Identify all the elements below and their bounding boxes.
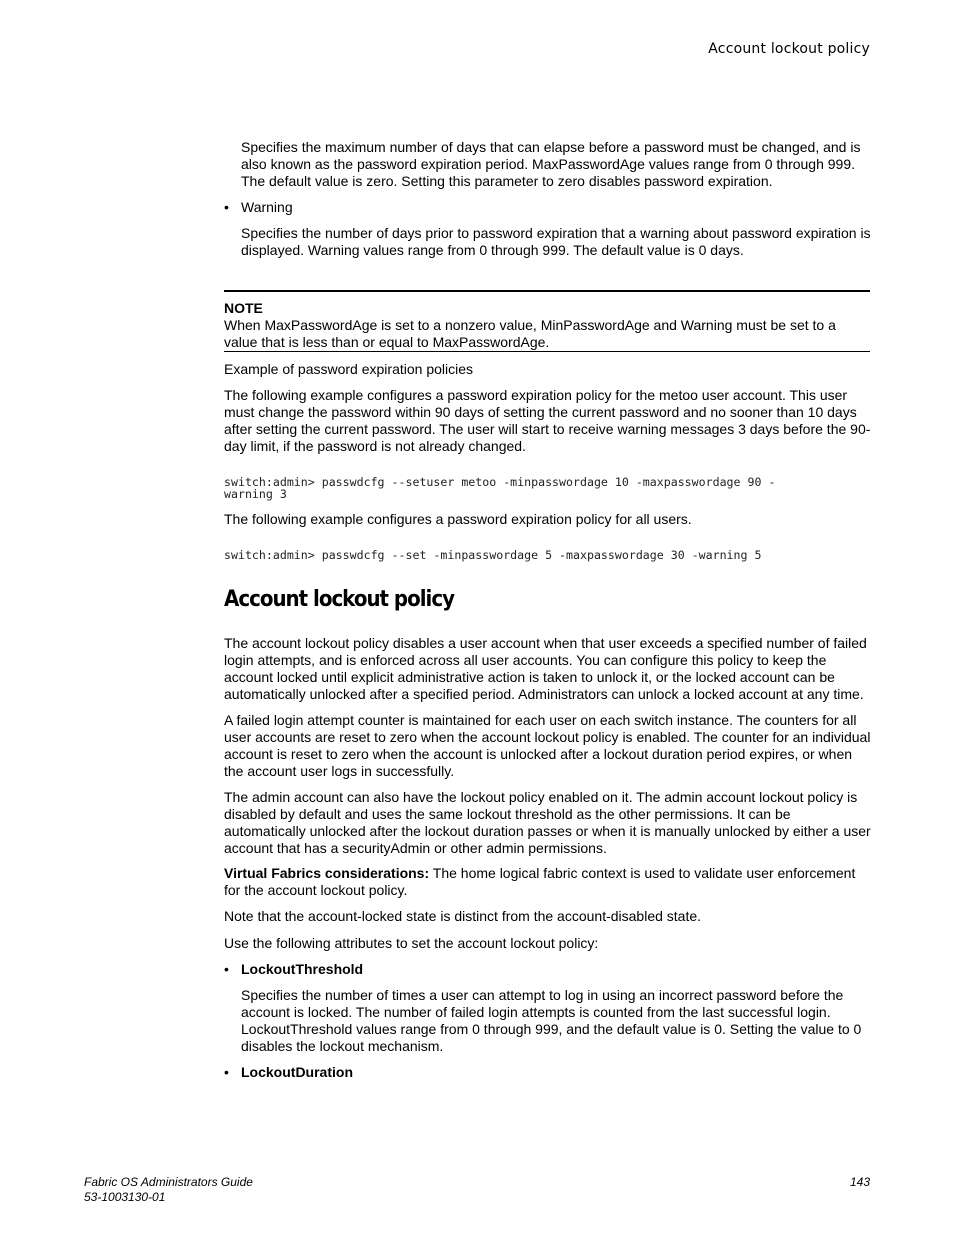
running-header: Account lockout policy <box>708 41 870 57</box>
virtual-fabrics-label: Virtual Fabrics considerations: <box>224 865 430 881</box>
bullet-lockout-duration-label: LockoutDuration <box>241 1064 353 1080</box>
note-text: When MaxPasswordAge is set to a nonzero value, MinPasswordAge and Warning must be set to a value that is less than or equal to MaxPasswordAge. <box>224 317 836 350</box>
lockout-paragraph-3: The admin account can also have the lockout policy enabled on it. The admin account lockout policy is disabled by default and uses the same lockout threshold as the other permissions. It can be automatically unlocked after the lockout duration passes or when it is manually unlocked by either a user account that has a securityAdmin or other admin permissions. <box>224 789 871 856</box>
bullet-glyph: • <box>224 199 229 215</box>
code-line: warning 3 <box>224 487 287 501</box>
footer-guide-title: Fabric OS Administrators Guide <box>84 1175 253 1189</box>
code-example-setuser <box>224 476 775 500</box>
bullet-warning <box>224 199 872 216</box>
note-bottom-rule <box>224 351 870 352</box>
footer-left <box>84 1175 253 1205</box>
virtual-fabrics-paragraph <box>224 865 872 899</box>
example-intro: The following example configures a password expiration policy for the metoo user account. This user must change the password within 90 days of setting the current password and no sooner than 10 days after setting the current password. The user will start to receive warning messages 3 days before the 90-day limit, if the password is not already changed. <box>224 387 871 454</box>
note-label: NOTE <box>224 300 263 316</box>
section-heading: Account lockout policy <box>224 587 454 612</box>
virtual-fabrics-text: The home logical fabric context is used to validate user enforcement for the account lockout policy. <box>224 865 856 898</box>
footer-doc-number: 53-1003130-01 <box>84 1190 166 1204</box>
bullet-lockout-threshold-label: LockoutThreshold <box>241 961 364 977</box>
locked-state-note: Note that the account-locked state is distinct from the account-disabled state. <box>224 908 702 924</box>
note-block <box>224 300 872 351</box>
example-all-users: The following example configures a password expiration policy for all users. <box>224 511 692 527</box>
bullet-lockout-duration <box>224 1064 872 1081</box>
code-line: switch:admin> passwdcfg --setuser metoo -minpasswordage 10 -maxpasswordage 90 - <box>224 475 776 489</box>
bullet-warning-label: Warning <box>241 199 293 215</box>
bullet-glyph: • <box>224 1064 229 1080</box>
footer-page-number: 143 <box>849 1175 870 1189</box>
lockout-paragraph-1: The account lockout policy disables a user account when that user exceeds a specified number of failed login attempts, and is enforced across all user accounts. You can configure this policy to keep the account locked until explicit administrative action is taken to unlock it, or the locked account can be automatically unlocked after a specified period. Administrators can unlock a locked account at any time. <box>224 635 867 702</box>
example-heading: Example of password expiration policies <box>224 361 474 377</box>
attributes-intro: Use the following attributes to set the account lockout policy: <box>224 935 599 951</box>
max-password-age-description: Specifies the maximum number of days that can elapse before a password must be changed, and is also known as the password expiration period. MaxPasswordAge values range from 0 through 999. The default value is zero. Setting this parameter to zero disables password expiration. <box>241 139 861 189</box>
bullet-glyph: • <box>224 961 229 977</box>
bullet-lockout-threshold <box>224 961 872 978</box>
lockout-threshold-description: Specifies the number of times a user can attempt to log in using an incorrect password before the account is locked. The number of failed login attempts is counted from the last successful login. LockoutThreshold values range from 0 through 999, and the default value is 0. Setting the value to 0 disables the lockout mechanism. <box>241 987 862 1054</box>
code-example-set: switch:admin> passwdcfg --set -minpasswordage 5 -maxpasswordage 30 -warning 5 <box>224 548 762 562</box>
lockout-paragraph-2: A failed login attempt counter is maintained for each user on each switch instance. The counters for all user accounts are reset to zero when the account lockout policy is enabled. The counter for an individual account is reset to zero when the account is unlocked after a lockout duration period expires, or when the account user logs in successfully. <box>224 712 871 779</box>
warning-description: Specifies the number of days prior to password expiration that a warning about password expiration is displayed. Warning values range from 0 through 999. The default value is 0 days. <box>241 225 871 258</box>
note-top-rule <box>224 290 870 292</box>
